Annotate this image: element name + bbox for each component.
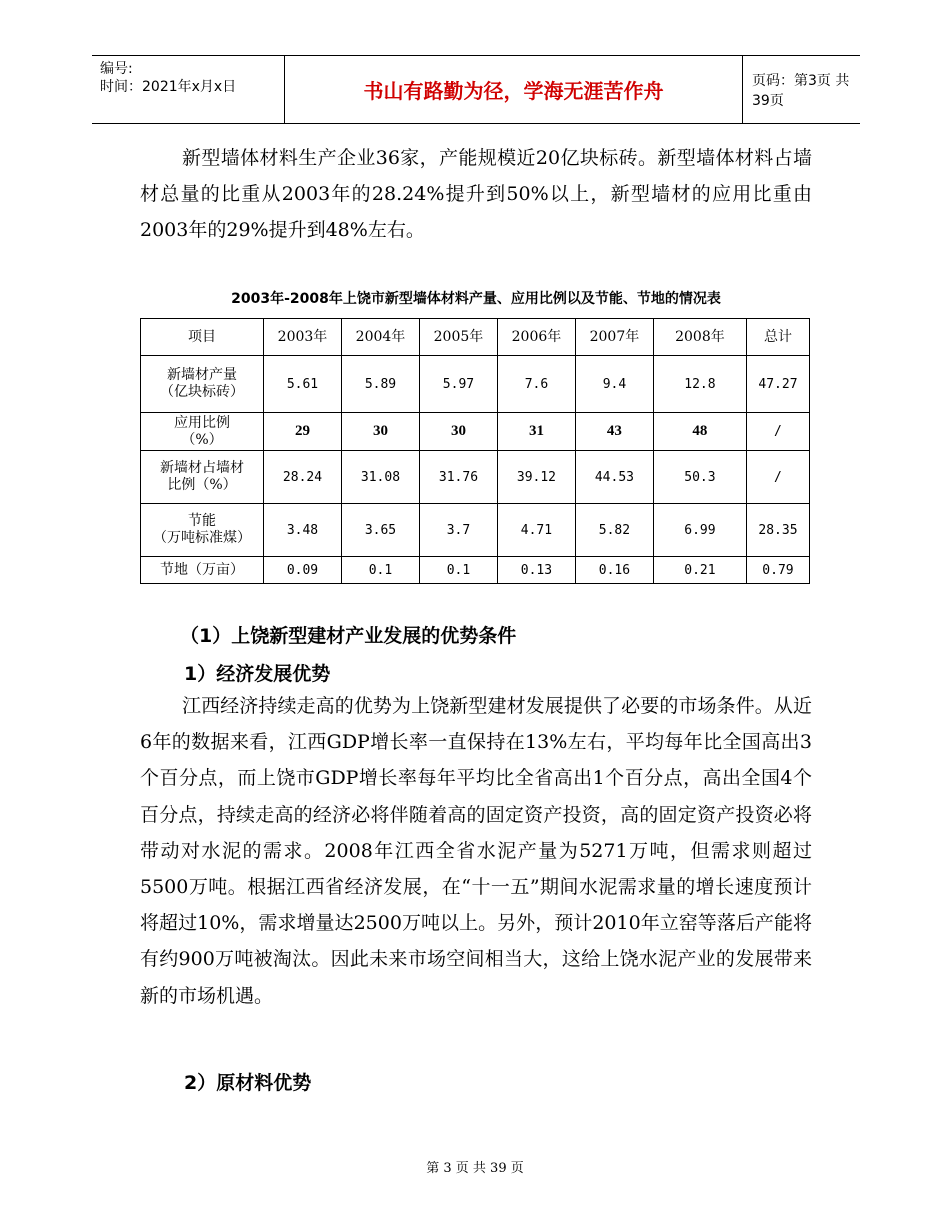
table-cell: 28.35 xyxy=(746,504,809,557)
table-cell: 0.09 xyxy=(264,557,342,584)
table-row xyxy=(141,356,810,413)
header-motto: 书山有路勤为径，学海无涯苦作舟 xyxy=(285,56,743,123)
row-label-line: （亿块标砖） xyxy=(160,384,244,400)
data-table xyxy=(140,318,810,584)
table-cell: 30 xyxy=(341,413,419,451)
table-cell: / xyxy=(746,451,809,504)
table-cell: 0.79 xyxy=(746,557,809,584)
table-row xyxy=(141,557,810,584)
table-header-cell: 总计 xyxy=(746,319,809,356)
table-cell: 30 xyxy=(419,413,497,451)
table-header-cell: 2003年 xyxy=(264,319,342,356)
table-cell: 0.21 xyxy=(653,557,746,584)
table-cell: 3.7 xyxy=(419,504,497,557)
table-row xyxy=(141,504,810,557)
row-label-line: 比例（%） xyxy=(167,477,237,493)
row-label xyxy=(141,451,264,504)
table-cell: 47.27 xyxy=(746,356,809,413)
header-meta xyxy=(92,56,285,123)
page-footer: 第 3 页 共 39 页 xyxy=(426,1161,524,1176)
table-cell: 43 xyxy=(575,413,653,451)
row-label-line: 新墙材占墙材 xyxy=(160,460,244,476)
table-cell: 0.13 xyxy=(497,557,575,584)
row-label xyxy=(141,356,264,413)
row-label-line: 新墙材产量 xyxy=(167,367,237,383)
table-cell: 5.82 xyxy=(575,504,653,557)
row-label-line: 节地（万亩） xyxy=(160,561,244,578)
subsection-heading: 2）原材料优势 xyxy=(184,1072,312,1094)
table-cell: 9.4 xyxy=(575,356,653,413)
table-cell: 48 xyxy=(653,413,746,451)
table-cell: 44.53 xyxy=(575,451,653,504)
table-header-cell: 2004年 xyxy=(341,319,419,356)
table-header-cell: 2007年 xyxy=(575,319,653,356)
table-cell: 50.3 xyxy=(653,451,746,504)
row-label-line: （万吨标准煤） xyxy=(153,530,251,546)
doc-number-label: 编号: xyxy=(100,61,133,77)
table-title: 2003年-2008年上饶市新型墙体材料产量、应用比例以及节能、节地的情况表 xyxy=(231,291,721,307)
paragraph-economy: 江西经济持续走高的优势为上饶新型建材发展提供了必要的市场条件。从近6年的数据来看，江西GDP增长率一直保持在13%左右，平均每年比全国高出3个百分点，而上饶市GDP增长率每年平均比全省高出1个百分点，高出全国4个百分点，持续走高的经济必将伴随着高的固定资产投资，高的固定资产投资必将带动对水泥的需求。2008年江西全省水泥产量为5271万吨，但需求则超过5500万吨。根据江西省经济发展，在“十一五”期间水泥需求量的增长速度预计将超过10%，需求增量达2500万吨以上。另外，预计2010年立窑等落后产能将有约900万吨被淘汰。因此未来市场空间相当大，这给上饶水泥产业的发展带来新的市场机遇。 xyxy=(140,695,812,1007)
table-row xyxy=(141,451,810,504)
table-cell: 0.16 xyxy=(575,557,653,584)
table-cell: 3.48 xyxy=(264,504,342,557)
table-cell: 0.1 xyxy=(419,557,497,584)
table-cell: 31.08 xyxy=(341,451,419,504)
table-header-cell: 2008年 xyxy=(653,319,746,356)
row-label xyxy=(141,504,264,557)
row-label-line: 应用比例 xyxy=(174,414,230,431)
header-page-info: 页码：第3页 共39页 xyxy=(752,72,850,109)
table-header-cell: 2006年 xyxy=(497,319,575,356)
table-cell: 6.99 xyxy=(653,504,746,557)
table-row xyxy=(141,413,810,451)
table-cell: 31.76 xyxy=(419,451,497,504)
table-cell: 5.97 xyxy=(419,356,497,413)
subsection-heading: 1）经济发展优势 xyxy=(184,663,331,685)
doc-time-label: 时间：2021年x月x日 xyxy=(100,79,237,95)
row-label-line: 节能 xyxy=(188,513,216,529)
table-cell: / xyxy=(746,413,809,451)
table-cell: 7.6 xyxy=(497,356,575,413)
table-cell: 39.12 xyxy=(497,451,575,504)
table-cell: 5.61 xyxy=(264,356,342,413)
page-header xyxy=(92,55,860,124)
table-cell: 3.65 xyxy=(341,504,419,557)
paragraph-intro: 新型墙体材料生产企业36家，产能规模近20亿块标砖。新型墙体材料占墙材总量的比重从2003年的28.24%提升到50%以上，新型墙材的应用比重由2003年的29%提升到48%左右。 xyxy=(140,147,812,242)
table-cell: 4.71 xyxy=(497,504,575,557)
row-label xyxy=(141,413,264,451)
table-cell: 29 xyxy=(264,413,342,451)
table-cell: 5.89 xyxy=(341,356,419,413)
table-header-cell: 2005年 xyxy=(419,319,497,356)
row-label-line: （%） xyxy=(181,431,223,448)
table-header-cell: 项目 xyxy=(141,319,264,356)
table-header-row xyxy=(141,319,810,356)
table-cell: 0.1 xyxy=(341,557,419,584)
table-cell: 28.24 xyxy=(264,451,342,504)
table-cell: 31 xyxy=(497,413,575,451)
section-heading: （1）上饶新型建材产业发展的优势条件 xyxy=(180,625,517,647)
row-label xyxy=(141,557,264,584)
table-cell: 12.8 xyxy=(653,356,746,413)
